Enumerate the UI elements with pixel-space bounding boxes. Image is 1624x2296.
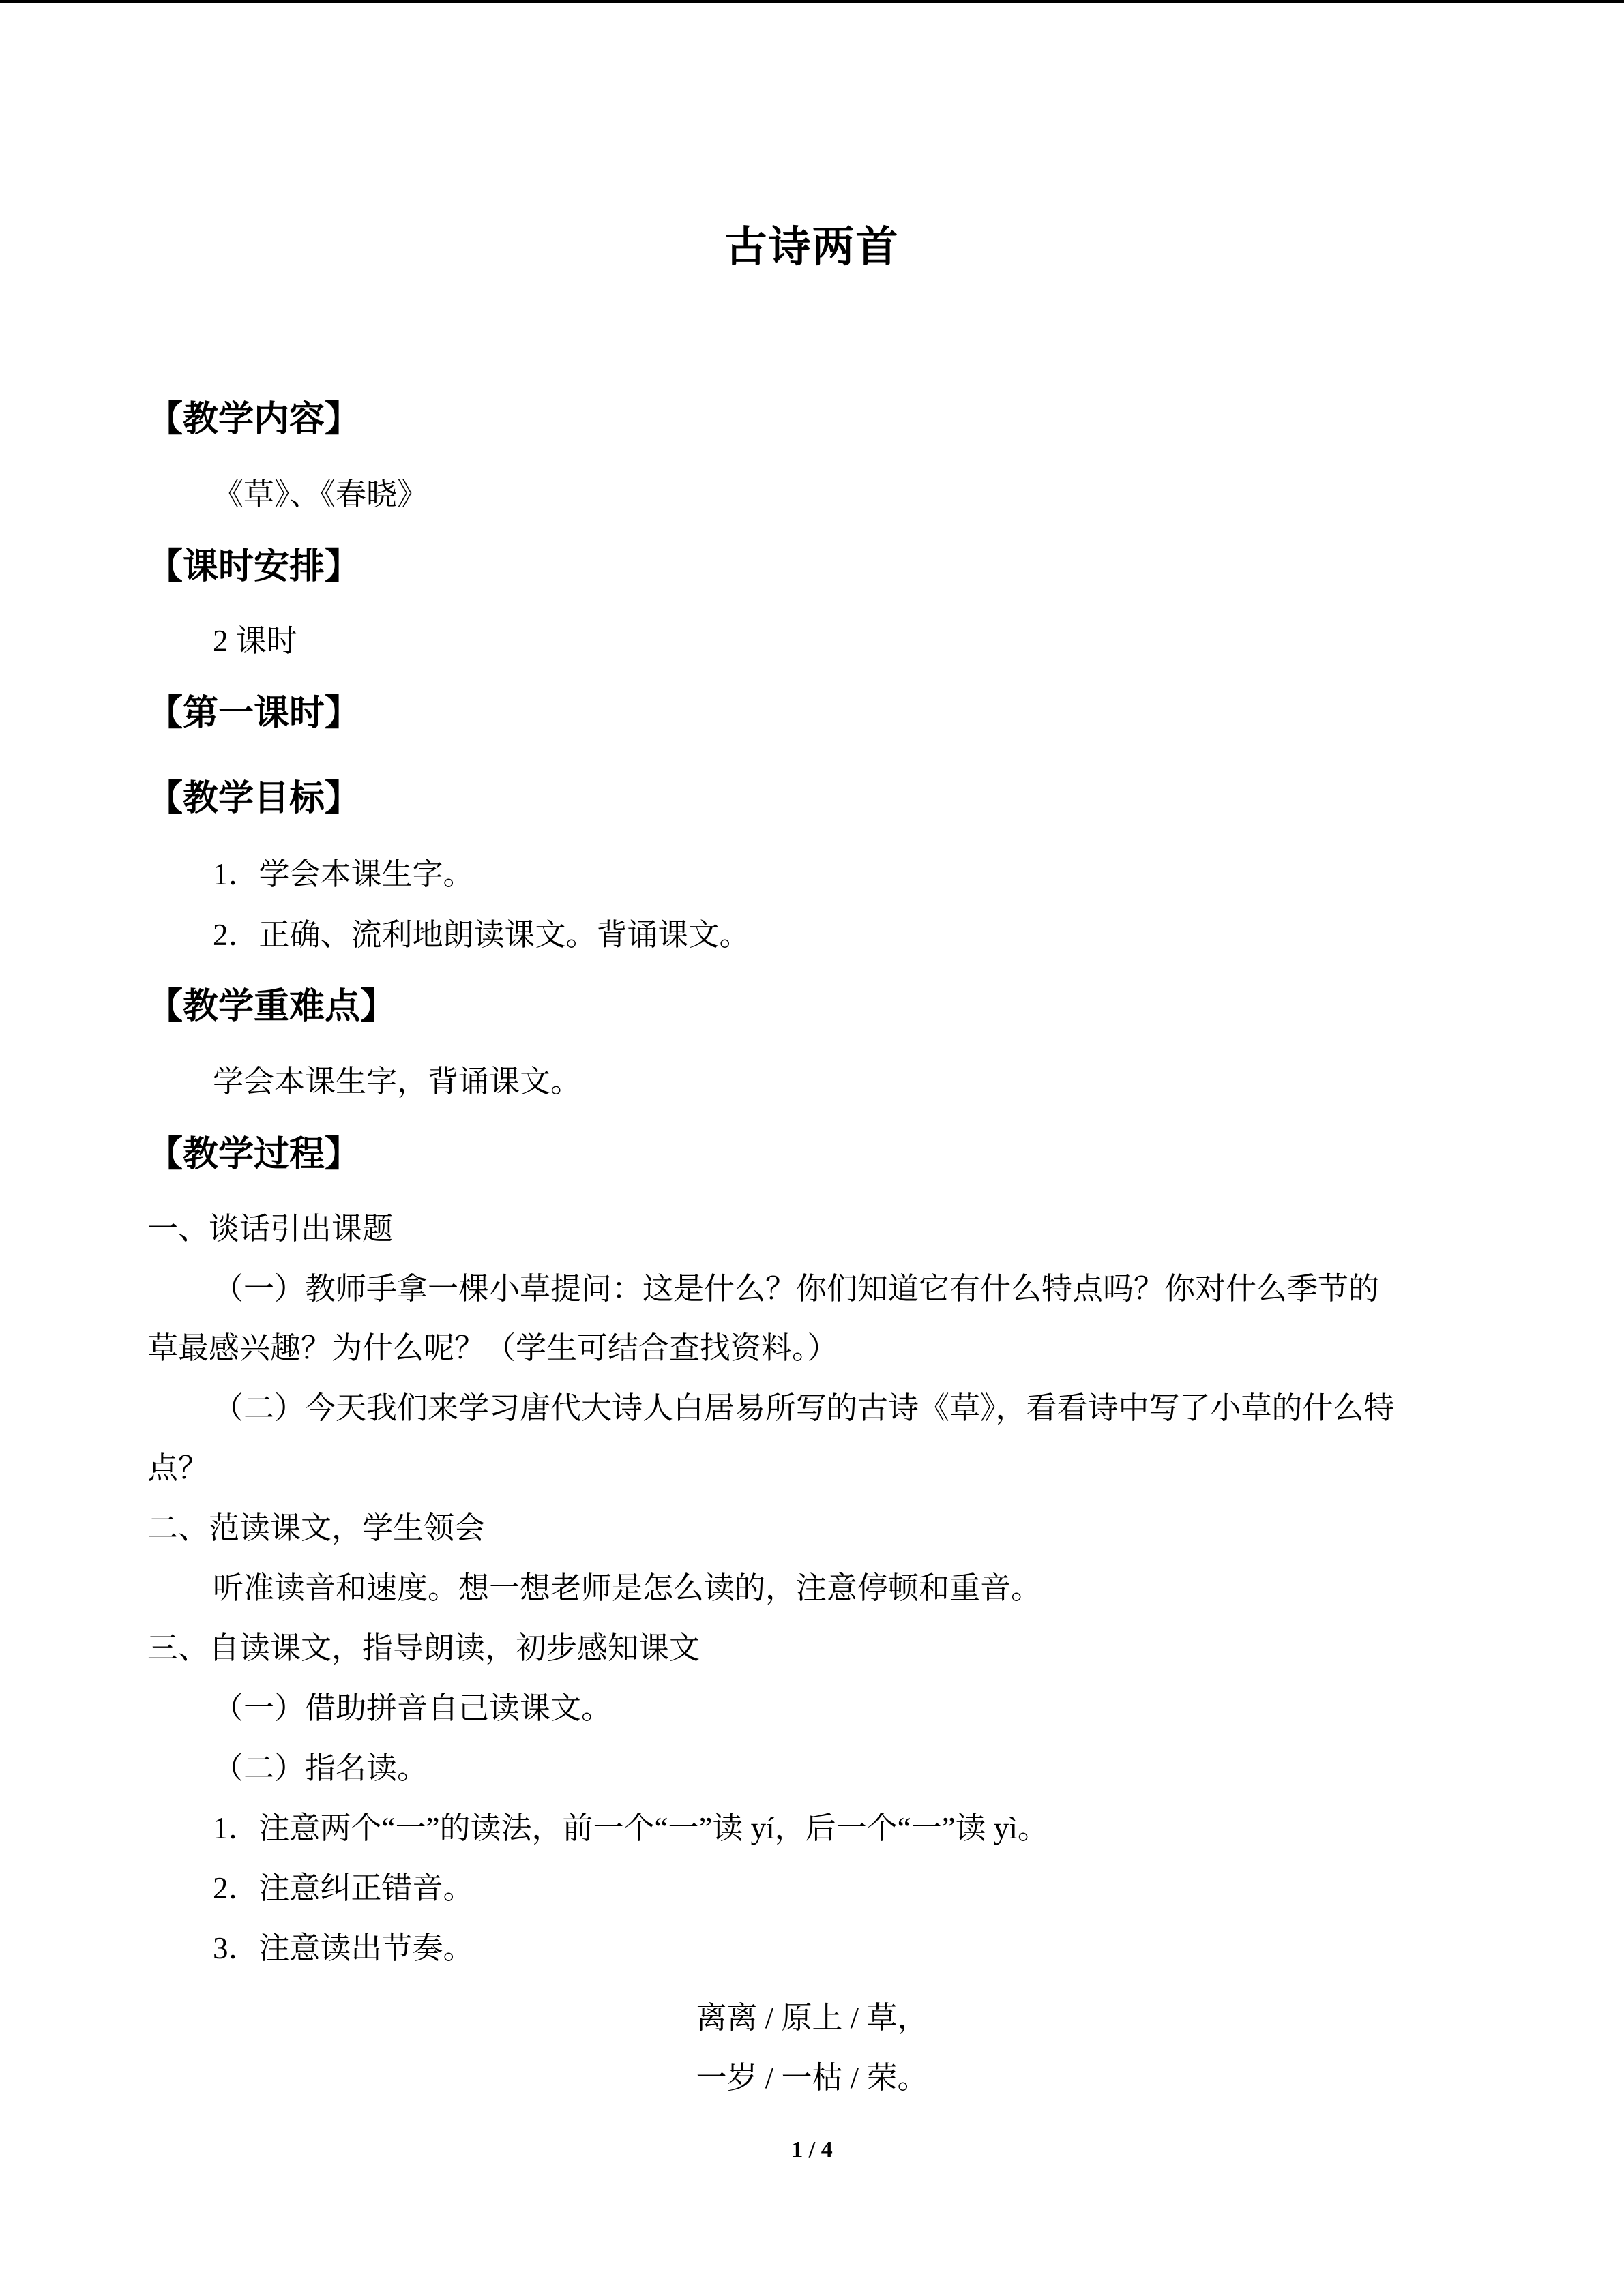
process-step-1-para-2-line-2: 点？ [147,1451,209,1485]
process-step-1-para-1-line-1: （一）教师手拿一棵小草提问：这是什么？你们知道它有什么特点吗？你对什么季节的 [213,1272,1380,1306]
process-step-1-para-1-line-2: 草最感兴趣？为什么呢？（学生可结合查找资料。） [147,1331,838,1365]
heading-key-points: 【教学重难点】 [147,986,396,1027]
key-points-text: 学会本课生字，背诵课文。 [213,1064,582,1099]
poem-line-2: 一岁 / 一枯 / 荣。 [696,2061,928,2095]
heading-goals: 【教学目标】 [147,778,361,819]
process-step-3-subitem-2: 2．注意纠正错音。 [213,1871,474,1905]
process-step-2-text: 听准读音和速度。想一想老师是怎么读的，注意停顿和重音。 [213,1571,1042,1605]
process-step-3-item-b: （二）指名读。 [213,1751,428,1785]
heading-lesson-1: 【第一课时】 [147,693,361,734]
document-title: 古诗两首 [724,224,900,271]
process-step-3-subitem-1: 1．注意两个“一”的读法，前一个“一”读 yí，后一个“一”读 yì。 [213,1811,1048,1845]
process-step-3-item-a: （一）借助拼音自己读课文。 [213,1691,612,1725]
process-step-1-para-2-line-1: （二）今天我们来学习唐代大诗人白居易所写的古诗《草》，看看诗中写了小草的什么特 [213,1391,1395,1425]
schedule-text: 2 课时 [213,624,297,658]
process-step-3-subitem-3: 3．注意读出节奏。 [213,1931,474,1965]
process-step-3-title: 三、自读课文，指导朗读，初步感知课文 [147,1631,700,1665]
heading-process: 【教学过程】 [147,1134,361,1175]
process-step-2-title: 二、范读课文，学生领会 [147,1511,486,1545]
heading-teaching-content: 【教学内容】 [147,399,361,440]
poem-line-1: 离离 / 原上 / 草， [696,2001,928,2035]
heading-schedule: 【课时安排】 [147,546,361,587]
goal-item-2: 2．正确、流利地朗读课文。背诵课文。 [213,918,750,952]
goal-item-1: 1．学会本课生字。 [213,857,474,891]
process-step-1-title: 一、谈话引出课题 [147,1212,394,1246]
teaching-content-text: 《草》、《春晓》 [213,477,428,511]
page-number: 1 / 4 [791,2137,833,2162]
